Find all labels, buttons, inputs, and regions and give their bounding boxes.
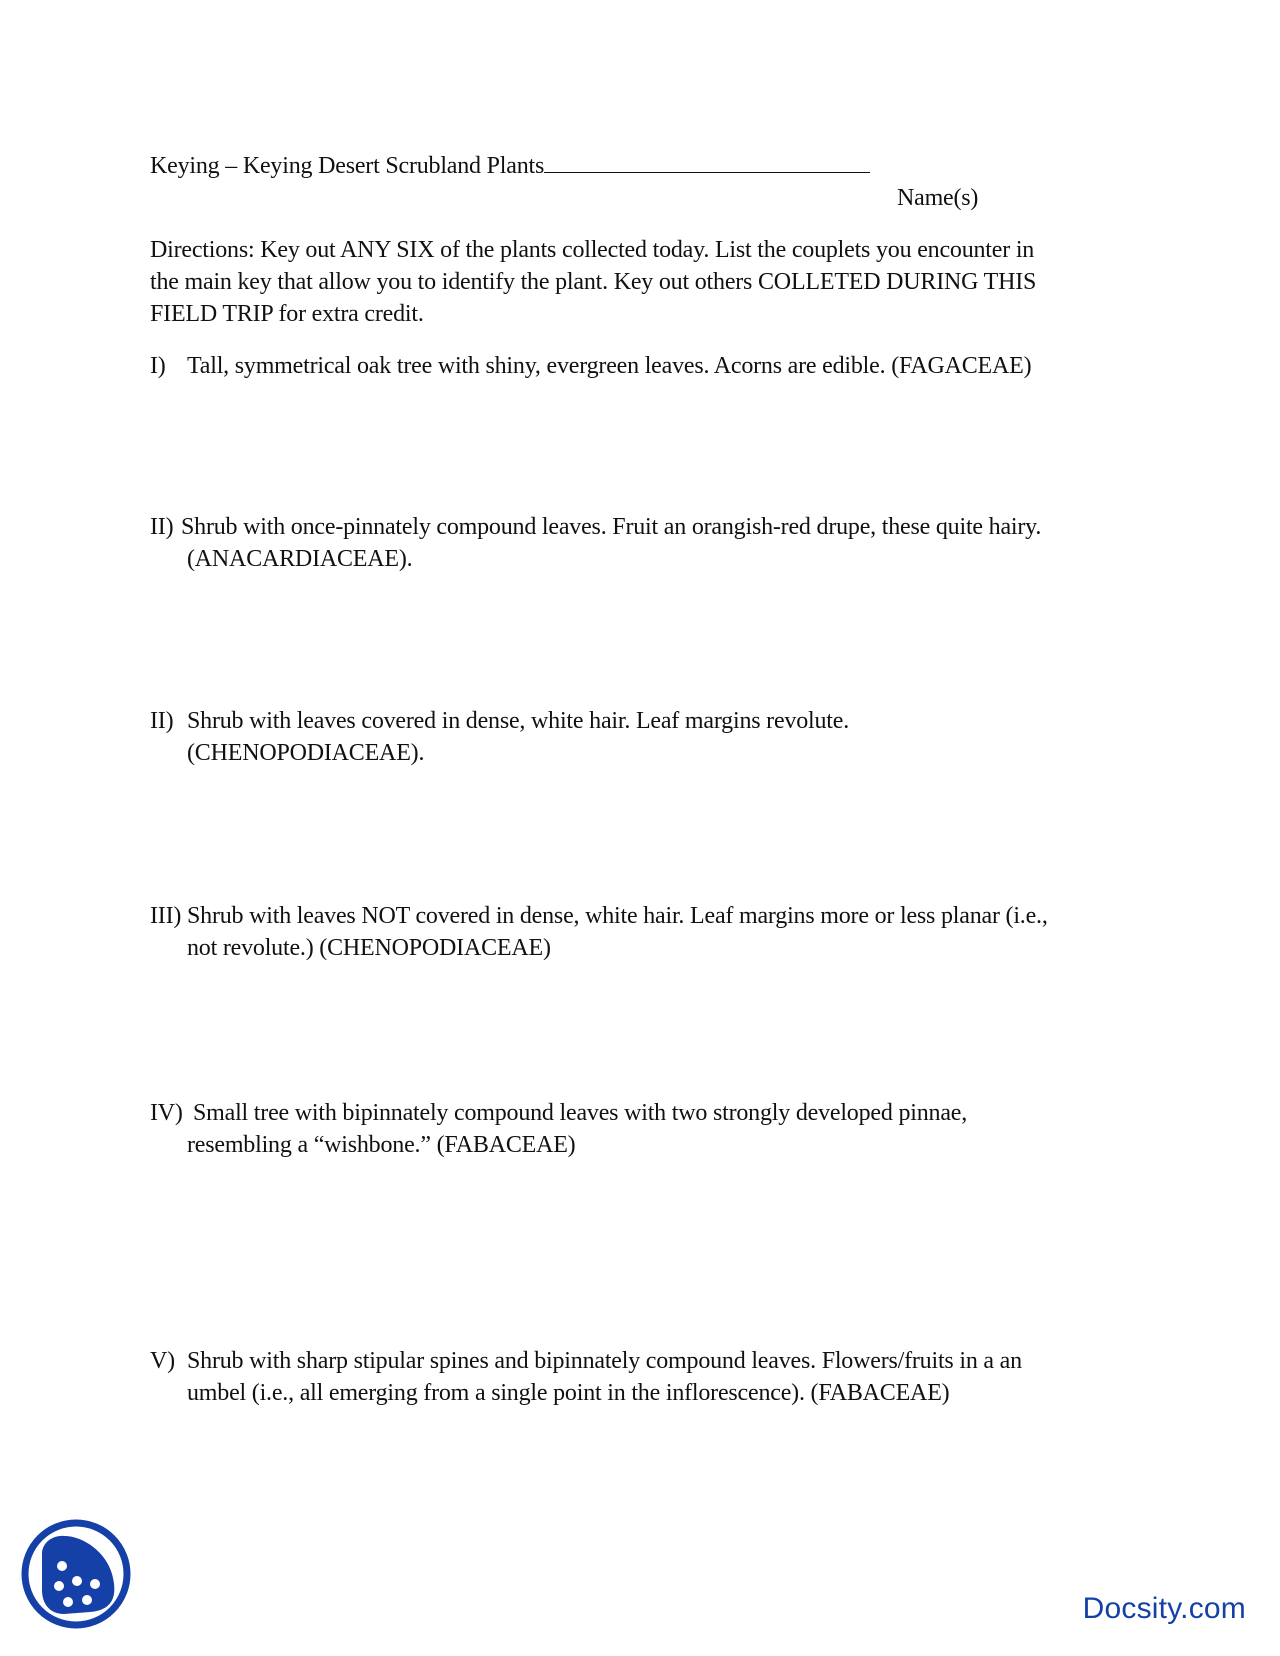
item-numeral: IV) [150, 1100, 183, 1126]
item-description-continued: resembling a “wishbone.” (FABACEAE) [187, 1132, 576, 1158]
docsity-brand-link[interactable]: Docsity.com [1082, 1592, 1246, 1625]
item-numeral: II) [150, 514, 174, 540]
item-description-continued: (ANACARDIACEAE). [187, 546, 413, 572]
item-numeral: I) [150, 353, 166, 379]
plant-item [150, 1345, 1022, 1377]
name-blank-line [544, 152, 870, 173]
item-description-continued: (CHENOPODIACEAE). [187, 740, 425, 766]
item-description: Shrub with leaves NOT covered in dense, white hair. Leaf margins more or less planar (i.e., [187, 903, 1048, 929]
plant-item [150, 350, 1031, 382]
plant-item [150, 705, 849, 737]
item-description: Small tree with bipinnately compound leaves with two strongly developed pinnae, [193, 1100, 968, 1126]
item-numeral: II) [150, 708, 174, 734]
title-text: Keying – Keying Desert Scrubland Plants [150, 153, 545, 179]
directions-line-1: Directions: Key out ANY SIX of the plants collected today. List the couplets you encounter in [150, 237, 1035, 263]
item-numeral: V) [150, 1348, 175, 1374]
item-description-continued: umbel (i.e., all emerging from a single point in the inflorescence). (FABACEAE) [187, 1380, 950, 1406]
logo-graphic [20, 1518, 132, 1630]
item-description: Shrub with sharp stipular spines and bipinnately compound leaves. Flowers/fruits in a an [187, 1348, 1022, 1374]
item-description: Tall, symmetrical oak tree with shiny, evergreen leaves. Acorns are edible. (FAGACEAE) [187, 353, 1032, 379]
docsity-logo-icon[interactable] [20, 1518, 132, 1630]
item-description-continued: not revolute.) (CHENOPODIACEAE) [187, 935, 551, 961]
item-description: Shrub with once-pinnately compound leaves. Fruit an orangish-red drupe, these quite hairy. [181, 514, 1042, 540]
worksheet-title [150, 150, 870, 182]
plant-item [150, 511, 1041, 543]
item-numeral: III) [150, 903, 182, 929]
names-label: Name(s) [897, 185, 979, 211]
plant-item [150, 1097, 967, 1129]
directions-line-2: the main key that allow you to identify the plant. Key out others COLLETED DURING THIS [150, 269, 1037, 295]
item-description: Shrub with leaves covered in dense, white hair. Leaf margins revolute. [187, 708, 850, 734]
directions-line-3: FIELD TRIP for extra credit. [150, 301, 424, 327]
plant-item [150, 900, 1048, 932]
